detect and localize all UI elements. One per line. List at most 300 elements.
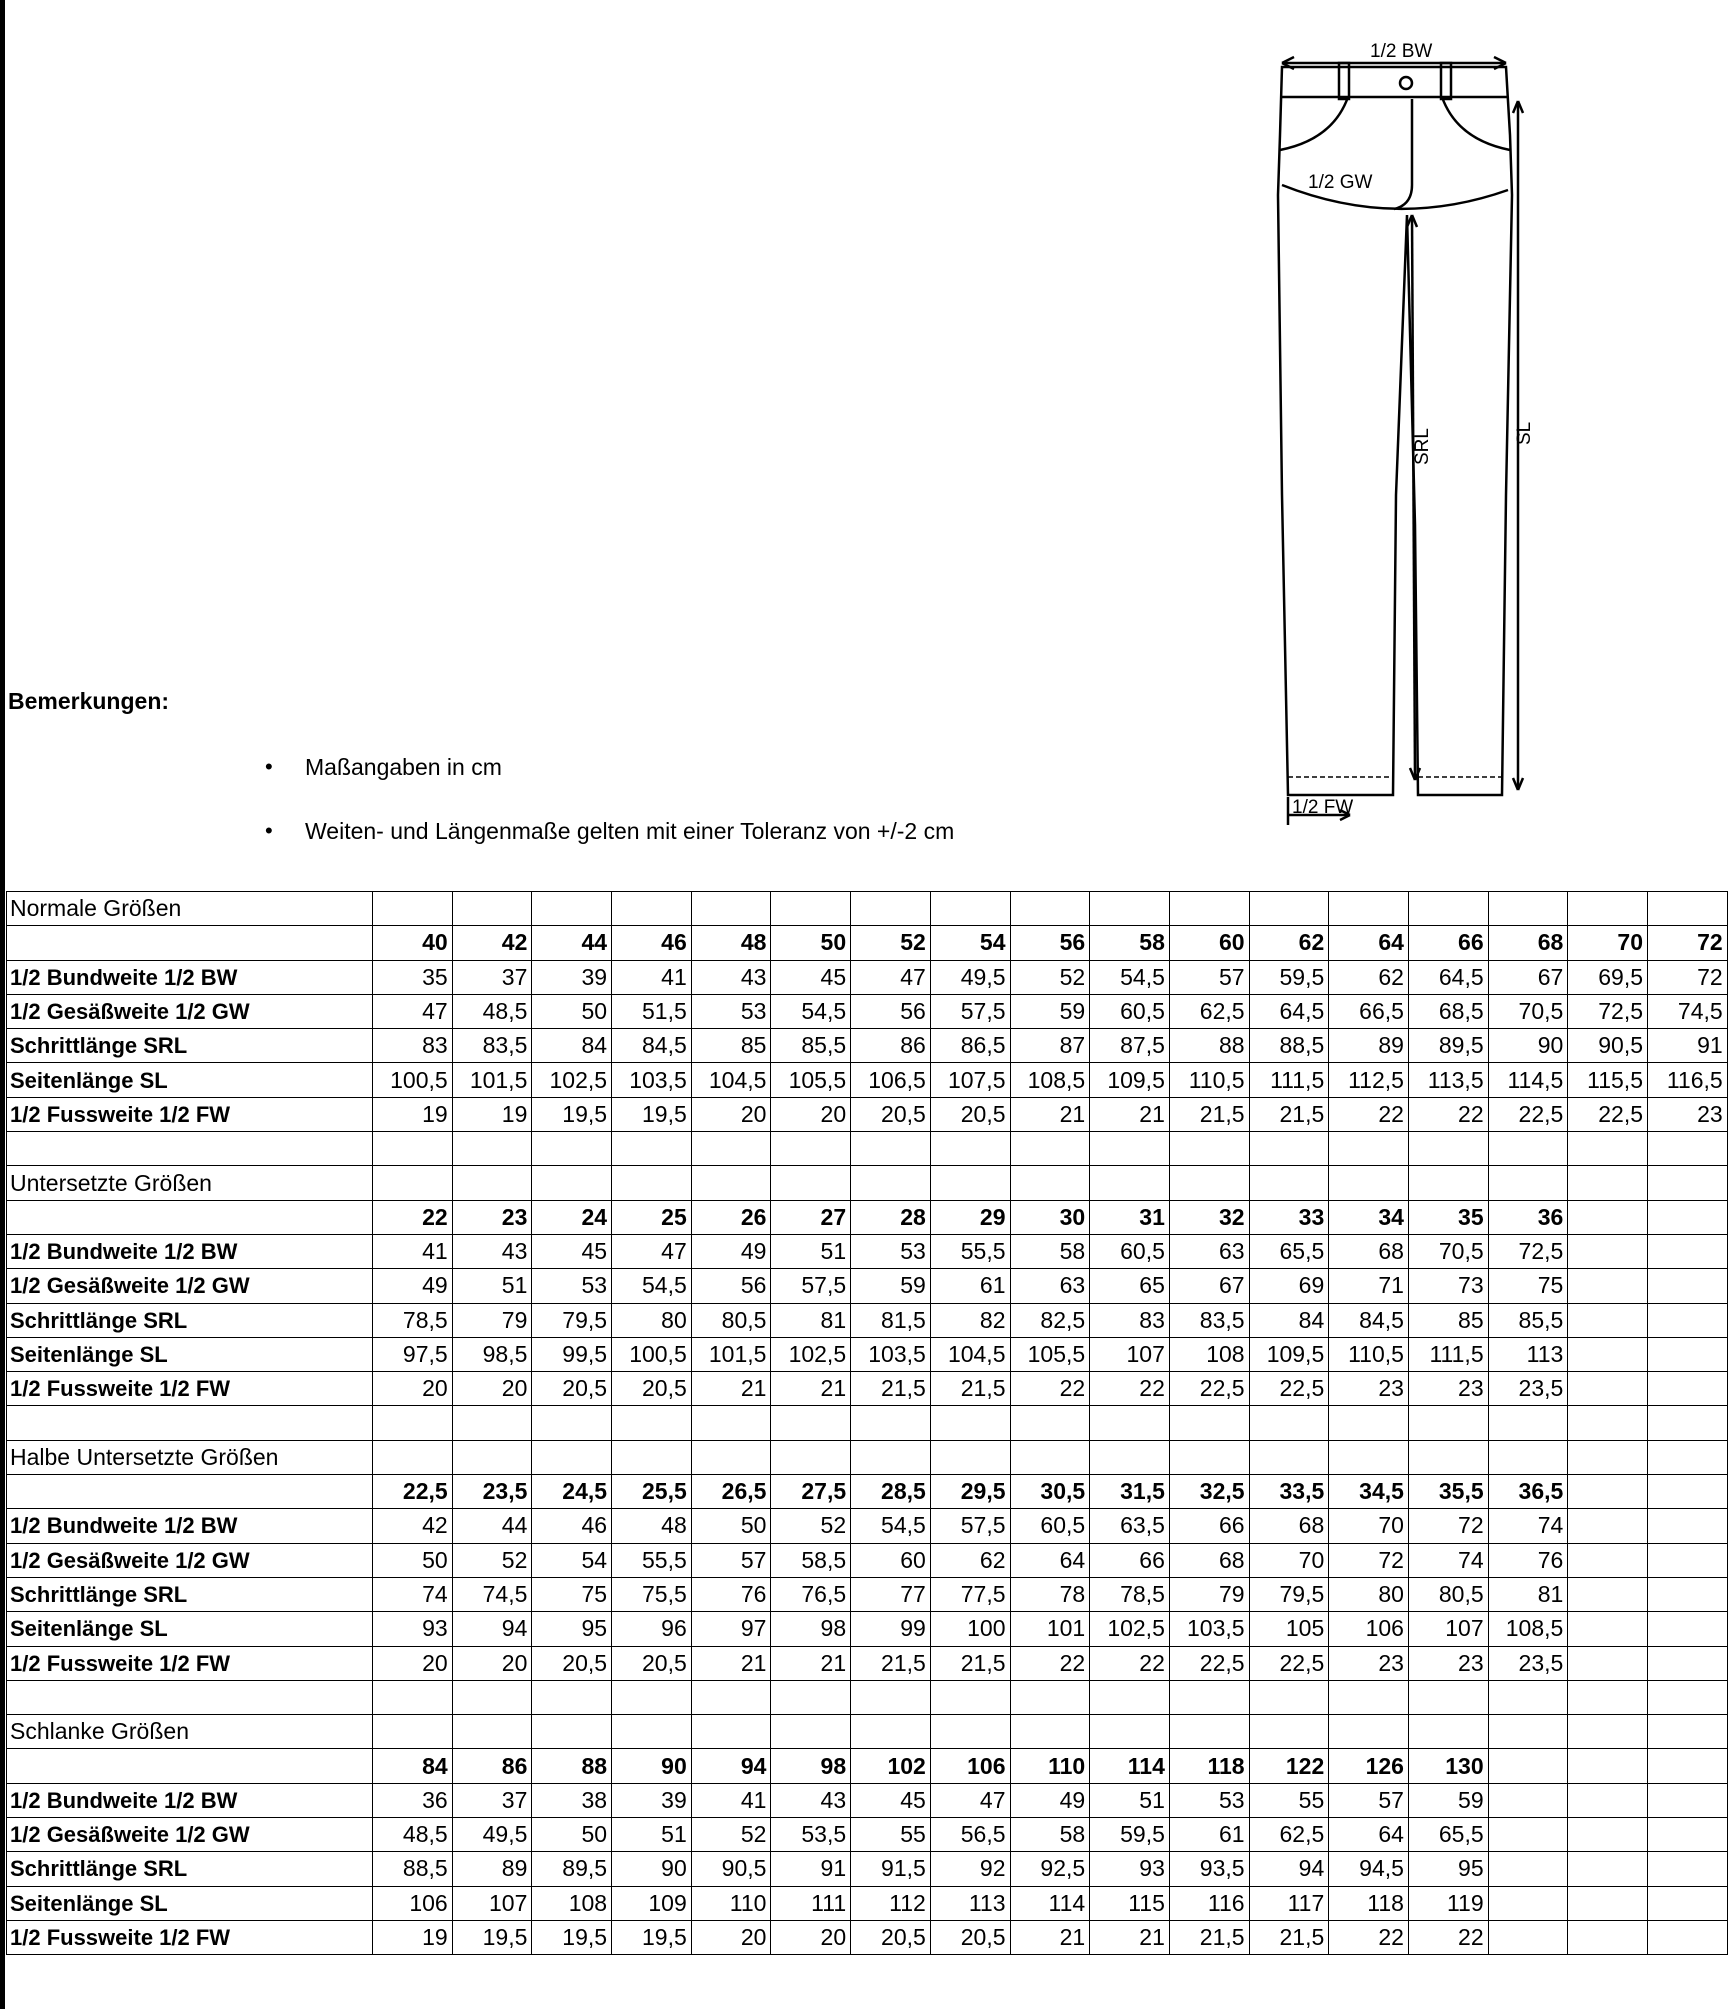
- measurement-row: [7, 1269, 1728, 1303]
- empty-cell: [1648, 1406, 1728, 1440]
- empty-cell: [1568, 1132, 1648, 1166]
- measurement-value: 52: [1010, 960, 1090, 994]
- measurement-value: 80,5: [691, 1303, 771, 1337]
- empty-cell: [1249, 1715, 1329, 1749]
- measurement-value: 93: [373, 1612, 453, 1646]
- empty-cell: [532, 1715, 612, 1749]
- measurement-value: 55,5: [612, 1543, 692, 1577]
- measurement-value: 91: [1648, 1029, 1728, 1063]
- measurement-value: 81: [771, 1303, 851, 1337]
- measurement-value: 22: [1090, 1646, 1170, 1680]
- measurement-value: 66: [1090, 1543, 1170, 1577]
- measurement-value: 19,5: [532, 1920, 612, 1954]
- measurement-value: 43: [452, 1234, 532, 1268]
- empty-cell: [1169, 1406, 1249, 1440]
- size-header-label: [7, 1200, 373, 1234]
- empty-cell: [373, 1132, 453, 1166]
- measurement-value: 53: [851, 1234, 931, 1268]
- measurement-value: 110,5: [1169, 1063, 1249, 1097]
- measurement-row: [7, 1234, 1728, 1268]
- measurement-value: 19,5: [612, 1920, 692, 1954]
- measurement-value: 101,5: [452, 1063, 532, 1097]
- spacer-row: [7, 1132, 1728, 1166]
- size-header-cell: 86: [452, 1749, 532, 1783]
- measurement-value: 82,5: [1010, 1303, 1090, 1337]
- empty-cell: [930, 892, 1010, 926]
- measurement-value: 107: [1408, 1612, 1488, 1646]
- measurement-value: 59: [851, 1269, 931, 1303]
- fly: [1394, 99, 1412, 209]
- measurement-value: 84,5: [1329, 1303, 1409, 1337]
- measurement-value: 83,5: [452, 1029, 532, 1063]
- measurement-value: 94: [1249, 1852, 1329, 1886]
- empty-cell: [1648, 1372, 1728, 1406]
- empty-cell: [1488, 1783, 1568, 1817]
- measurement-value: 116,5: [1648, 1063, 1728, 1097]
- empty-cell: [612, 1715, 692, 1749]
- measurement-value: 85: [691, 1029, 771, 1063]
- measurement-value: 101,5: [691, 1337, 771, 1371]
- measurement-row: [7, 1852, 1728, 1886]
- measurement-value: 66: [1169, 1509, 1249, 1543]
- measurement-row: [7, 960, 1728, 994]
- empty-cell: [1568, 1200, 1648, 1234]
- measurement-value: 105,5: [1010, 1337, 1090, 1371]
- measurement-value: 80: [1329, 1577, 1409, 1611]
- measurement-label: 1/2 Fussweite 1/2 FW: [7, 1097, 373, 1131]
- measurement-value: 106: [373, 1886, 453, 1920]
- measurement-row: [7, 1063, 1728, 1097]
- measurement-value: 22,5: [1169, 1646, 1249, 1680]
- empty-cell: [1090, 1132, 1170, 1166]
- measurement-value: 79: [1169, 1577, 1249, 1611]
- measurement-value: 22,5: [1488, 1097, 1568, 1131]
- measurement-value: 82: [930, 1303, 1010, 1337]
- measurement-value: 85: [1408, 1303, 1488, 1337]
- measurement-value: 81,5: [851, 1303, 931, 1337]
- measurement-value: 22: [1329, 1920, 1409, 1954]
- measurement-value: 73: [1408, 1269, 1488, 1303]
- spacer-row: [7, 1406, 1728, 1440]
- empty-cell: [1568, 1783, 1648, 1817]
- measurement-value: 51,5: [612, 994, 692, 1028]
- measurement-value: 19,5: [452, 1920, 532, 1954]
- measurement-value: 45: [771, 960, 851, 994]
- measurement-value: 88,5: [373, 1852, 453, 1886]
- measurement-value: 21: [691, 1372, 771, 1406]
- measurement-value: 109,5: [1090, 1063, 1170, 1097]
- measurement-value: 85,5: [771, 1029, 851, 1063]
- measurement-value: 69: [1249, 1269, 1329, 1303]
- measurement-value: 96: [612, 1612, 692, 1646]
- size-header-cell: 25: [612, 1200, 692, 1234]
- measurement-value: 21: [771, 1646, 851, 1680]
- empty-cell: [1648, 1234, 1728, 1268]
- empty-cell: [1568, 1543, 1648, 1577]
- empty-cell: [1169, 892, 1249, 926]
- empty-cell: [7, 1132, 373, 1166]
- measurement-value: 59,5: [1090, 1818, 1170, 1852]
- measurement-value: 20,5: [612, 1646, 692, 1680]
- empty-cell: [1568, 1269, 1648, 1303]
- empty-cell: [612, 1680, 692, 1714]
- empty-cell: [1568, 1372, 1648, 1406]
- measurement-value: 65,5: [1249, 1234, 1329, 1268]
- measurement-value: 70,5: [1408, 1234, 1488, 1268]
- measurement-value: 50: [373, 1543, 453, 1577]
- measurement-label: 1/2 Gesäßweite 1/2 GW: [7, 1269, 373, 1303]
- empty-cell: [1329, 1440, 1409, 1474]
- empty-cell: [1648, 1680, 1728, 1714]
- belt-loop-right: [1441, 63, 1451, 99]
- empty-cell: [1408, 1406, 1488, 1440]
- measurement-value: 49: [691, 1234, 771, 1268]
- measurement-value: 113: [1488, 1337, 1568, 1371]
- label-fw: 1/2 FW: [1292, 797, 1354, 818]
- empty-cell: [1329, 1132, 1409, 1166]
- empty-cell: [1090, 892, 1170, 926]
- measurement-row: [7, 1097, 1728, 1131]
- empty-cell: [1568, 1577, 1648, 1611]
- size-header-cell: 44: [532, 926, 612, 960]
- section-title: Normale Größen: [7, 892, 373, 926]
- empty-cell: [691, 1440, 771, 1474]
- empty-cell: [1488, 1166, 1568, 1200]
- measurement-value: 21,5: [930, 1646, 1010, 1680]
- measurement-value: 22,5: [1249, 1372, 1329, 1406]
- measurement-value: 37: [452, 1783, 532, 1817]
- measurement-value: 74: [1408, 1543, 1488, 1577]
- measurement-value: 64,5: [1408, 960, 1488, 994]
- measurement-value: 20,5: [532, 1646, 612, 1680]
- empty-cell: [930, 1132, 1010, 1166]
- remarks-list: [305, 752, 954, 880]
- measurement-value: 105: [1249, 1612, 1329, 1646]
- measurement-value: 84,5: [612, 1029, 692, 1063]
- measurement-label: 1/2 Gesäßweite 1/2 GW: [7, 1818, 373, 1852]
- belt-loop-left: [1339, 63, 1349, 99]
- empty-cell: [1568, 1475, 1648, 1509]
- measurement-value: 20: [452, 1372, 532, 1406]
- measurement-value: 75: [532, 1577, 612, 1611]
- measurement-value: 88: [1169, 1029, 1249, 1063]
- size-header-cell: 42: [452, 926, 532, 960]
- measurement-value: 68: [1169, 1543, 1249, 1577]
- measurement-value: 58: [1010, 1818, 1090, 1852]
- empty-cell: [1010, 892, 1090, 926]
- measurement-value: 63: [1169, 1234, 1249, 1268]
- empty-cell: [1488, 1749, 1568, 1783]
- empty-cell: [612, 1132, 692, 1166]
- measurement-value: 47: [851, 960, 931, 994]
- size-header-cell: 106: [930, 1749, 1010, 1783]
- measurement-row: [7, 1303, 1728, 1337]
- measurement-value: 83,5: [1169, 1303, 1249, 1337]
- measurement-label: Schrittlänge SRL: [7, 1577, 373, 1611]
- measurement-value: 92,5: [1010, 1852, 1090, 1886]
- empty-cell: [1648, 1646, 1728, 1680]
- measurement-value: 110: [691, 1886, 771, 1920]
- measurement-value: 51: [771, 1234, 851, 1268]
- empty-cell: [1648, 1337, 1728, 1371]
- trousers-measurement-diagram: [1270, 25, 1550, 825]
- size-header-cell: 58: [1090, 926, 1170, 960]
- measurement-value: 53: [532, 1269, 612, 1303]
- measurement-value: 80: [612, 1303, 692, 1337]
- empty-cell: [771, 1680, 851, 1714]
- measurement-label: Seitenlänge SL: [7, 1612, 373, 1646]
- empty-cell: [851, 1132, 931, 1166]
- empty-cell: [532, 1406, 612, 1440]
- size-header-cell: 64: [1329, 926, 1409, 960]
- measurement-value: 35: [373, 960, 453, 994]
- measurement-value: 23,5: [1488, 1372, 1568, 1406]
- empty-cell: [1408, 1680, 1488, 1714]
- measurement-value: 88,5: [1249, 1029, 1329, 1063]
- empty-cell: [1648, 1475, 1728, 1509]
- empty-cell: [930, 1166, 1010, 1200]
- empty-cell: [1090, 1166, 1170, 1200]
- measurement-value: 51: [1090, 1783, 1170, 1817]
- empty-cell: [1010, 1406, 1090, 1440]
- measurement-value: 23: [1648, 1097, 1728, 1131]
- measurement-value: 21,5: [930, 1372, 1010, 1406]
- measurement-value: 74,5: [452, 1577, 532, 1611]
- measurement-value: 60,5: [1090, 1234, 1170, 1268]
- measurement-row: [7, 1818, 1728, 1852]
- size-header-cell: 31: [1090, 1200, 1170, 1234]
- empty-cell: [1090, 1440, 1170, 1474]
- measurement-value: 76: [1488, 1543, 1568, 1577]
- measurement-value: 95: [532, 1612, 612, 1646]
- empty-cell: [1648, 1303, 1728, 1337]
- measurement-value: 74: [1488, 1509, 1568, 1543]
- measurement-value: 42: [373, 1509, 453, 1543]
- measurement-value: 47: [930, 1783, 1010, 1817]
- measurement-value: 87: [1010, 1029, 1090, 1063]
- empty-cell: [1648, 1440, 1728, 1474]
- measurement-value: 45: [851, 1783, 931, 1817]
- empty-cell: [851, 1440, 931, 1474]
- empty-cell: [1568, 1818, 1648, 1852]
- measurement-value: 22: [1010, 1646, 1090, 1680]
- measurement-value: 78: [1010, 1577, 1090, 1611]
- section-title: Halbe Untersetzte Größen: [7, 1440, 373, 1474]
- measurement-value: 77: [851, 1577, 931, 1611]
- empty-cell: [532, 1440, 612, 1474]
- measurement-value: 114: [1010, 1886, 1090, 1920]
- measurement-value: 22: [1329, 1097, 1409, 1131]
- empty-cell: [373, 1715, 453, 1749]
- measurement-value: 41: [612, 960, 692, 994]
- empty-cell: [612, 1166, 692, 1200]
- empty-cell: [1648, 1543, 1728, 1577]
- size-header-label: [7, 926, 373, 960]
- empty-cell: [1329, 892, 1409, 926]
- measurement-row: [7, 1783, 1728, 1817]
- measurement-value: 21,5: [851, 1372, 931, 1406]
- empty-cell: [1488, 892, 1568, 926]
- size-header-cell: 72: [1648, 926, 1728, 960]
- measurement-value: 89,5: [1408, 1029, 1488, 1063]
- empty-cell: [1488, 1715, 1568, 1749]
- size-header-cell: 24,5: [532, 1475, 612, 1509]
- empty-cell: [851, 1715, 931, 1749]
- empty-cell: [1568, 892, 1648, 926]
- waist-button: [1400, 77, 1412, 89]
- measurement-value: 111,5: [1249, 1063, 1329, 1097]
- empty-cell: [612, 892, 692, 926]
- measurement-value: 113,5: [1408, 1063, 1488, 1097]
- empty-cell: [1488, 1852, 1568, 1886]
- empty-cell: [1010, 1680, 1090, 1714]
- size-header-cell: 34: [1329, 1200, 1409, 1234]
- empty-cell: [691, 1406, 771, 1440]
- size-header-cell: 88: [532, 1749, 612, 1783]
- measurement-value: 86,5: [930, 1029, 1010, 1063]
- empty-cell: [373, 1440, 453, 1474]
- measurement-value: 97,5: [373, 1337, 453, 1371]
- measurement-value: 76,5: [771, 1577, 851, 1611]
- empty-cell: [1090, 1715, 1170, 1749]
- measurement-value: 98: [771, 1612, 851, 1646]
- empty-cell: [1568, 1715, 1648, 1749]
- measurement-value: 77,5: [930, 1577, 1010, 1611]
- empty-cell: [1329, 1166, 1409, 1200]
- empty-cell: [532, 1132, 612, 1166]
- measurement-value: 71: [1329, 1269, 1409, 1303]
- measurement-value: 81: [1488, 1577, 1568, 1611]
- measurement-value: 86: [851, 1029, 931, 1063]
- empty-cell: [1010, 1715, 1090, 1749]
- size-header-cell: 90: [612, 1749, 692, 1783]
- empty-cell: [1648, 1920, 1728, 1954]
- size-header-cell: 126: [1329, 1749, 1409, 1783]
- empty-cell: [1488, 1886, 1568, 1920]
- measurement-label: Schrittlänge SRL: [7, 1029, 373, 1063]
- size-header-cell: 46: [612, 926, 692, 960]
- measurement-value: 21: [1010, 1097, 1090, 1131]
- empty-cell: [452, 1166, 532, 1200]
- measurement-value: 89,5: [532, 1852, 612, 1886]
- measurement-value: 75: [1488, 1269, 1568, 1303]
- measurement-value: 108: [532, 1886, 612, 1920]
- section-title: Schlanke Größen: [7, 1715, 373, 1749]
- empty-cell: [1408, 1440, 1488, 1474]
- measurement-label: 1/2 Gesäßweite 1/2 GW: [7, 1543, 373, 1577]
- measurement-value: 60,5: [1010, 1509, 1090, 1543]
- size-header-row: [7, 1475, 1728, 1509]
- size-header-cell: 26: [691, 1200, 771, 1234]
- measurement-value: 100,5: [612, 1337, 692, 1371]
- measurement-value: 80,5: [1408, 1577, 1488, 1611]
- measurement-value: 19: [452, 1097, 532, 1131]
- measurement-value: 68: [1329, 1234, 1409, 1268]
- measurement-value: 62: [930, 1543, 1010, 1577]
- pocket-left: [1280, 97, 1348, 150]
- measurement-value: 79,5: [532, 1303, 612, 1337]
- empty-cell: [1648, 892, 1728, 926]
- measurement-value: 22: [1408, 1097, 1488, 1131]
- measurement-value: 36: [373, 1783, 453, 1817]
- measurement-value: 56,5: [930, 1818, 1010, 1852]
- measurement-value: 23: [1329, 1646, 1409, 1680]
- measurement-label: 1/2 Fussweite 1/2 FW: [7, 1646, 373, 1680]
- measurement-value: 55: [851, 1818, 931, 1852]
- size-header-cell: 33: [1249, 1200, 1329, 1234]
- measurement-value: 21,5: [1249, 1097, 1329, 1131]
- empty-cell: [1568, 1612, 1648, 1646]
- measurement-label: Seitenlänge SL: [7, 1886, 373, 1920]
- empty-cell: [532, 1680, 612, 1714]
- remark-item: • Weiten- und Längenmaße gelten mit einer Toleranz von +/-2 cm: [305, 816, 954, 880]
- measurement-value: 95: [1408, 1852, 1488, 1886]
- size-header-label: [7, 1475, 373, 1509]
- measurement-row: [7, 1029, 1728, 1063]
- measurement-value: 51: [452, 1269, 532, 1303]
- size-header-row: [7, 1200, 1728, 1234]
- measurement-value: 100: [930, 1612, 1010, 1646]
- measurement-value: 108,5: [1010, 1063, 1090, 1097]
- measurement-value: 76: [691, 1577, 771, 1611]
- measurement-value: 99: [851, 1612, 931, 1646]
- measurement-value: 58: [1010, 1234, 1090, 1268]
- empty-cell: [1568, 1234, 1648, 1268]
- measurement-value: 112: [851, 1886, 931, 1920]
- measurement-value: 54,5: [851, 1509, 931, 1543]
- measurement-value: 43: [771, 1783, 851, 1817]
- measurement-value: 48,5: [373, 1818, 453, 1852]
- measurement-value: 61: [930, 1269, 1010, 1303]
- label-srl: SRL: [1412, 428, 1433, 465]
- measurement-value: 64: [1010, 1543, 1090, 1577]
- empty-cell: [1568, 1509, 1648, 1543]
- measurement-value: 105,5: [771, 1063, 851, 1097]
- measurement-row: [7, 1886, 1728, 1920]
- empty-cell: [1249, 1440, 1329, 1474]
- measurement-value: 39: [612, 1783, 692, 1817]
- empty-cell: [1408, 1166, 1488, 1200]
- measurement-value: 52: [691, 1818, 771, 1852]
- srl-dimension-line: [1412, 215, 1415, 780]
- empty-cell: [452, 1680, 532, 1714]
- empty-cell: [1249, 1166, 1329, 1200]
- label-gw: 1/2 GW: [1308, 172, 1373, 193]
- measurement-value: 54,5: [771, 994, 851, 1028]
- measurement-value: 37: [452, 960, 532, 994]
- size-header-cell: 54: [930, 926, 1010, 960]
- measurement-value: 115,5: [1568, 1063, 1648, 1097]
- measurement-value: 56: [851, 994, 931, 1028]
- empty-cell: [691, 1166, 771, 1200]
- empty-cell: [1169, 1132, 1249, 1166]
- measurement-value: 53,5: [771, 1818, 851, 1852]
- measurement-value: 39: [532, 960, 612, 994]
- measurement-value: 48,5: [452, 994, 532, 1028]
- measurement-value: 57: [691, 1543, 771, 1577]
- measurement-row: [7, 1509, 1728, 1543]
- empty-cell: [1169, 1715, 1249, 1749]
- size-chart-table: [6, 891, 1728, 1955]
- size-header-cell: 29: [930, 1200, 1010, 1234]
- measurement-value: 20: [691, 1920, 771, 1954]
- measurement-row: [7, 1612, 1728, 1646]
- measurement-label: 1/2 Bundweite 1/2 BW: [7, 960, 373, 994]
- empty-cell: [1249, 1406, 1329, 1440]
- measurement-value: 22,5: [1249, 1646, 1329, 1680]
- empty-cell: [1568, 1646, 1648, 1680]
- measurement-value: 22,5: [1568, 1097, 1648, 1131]
